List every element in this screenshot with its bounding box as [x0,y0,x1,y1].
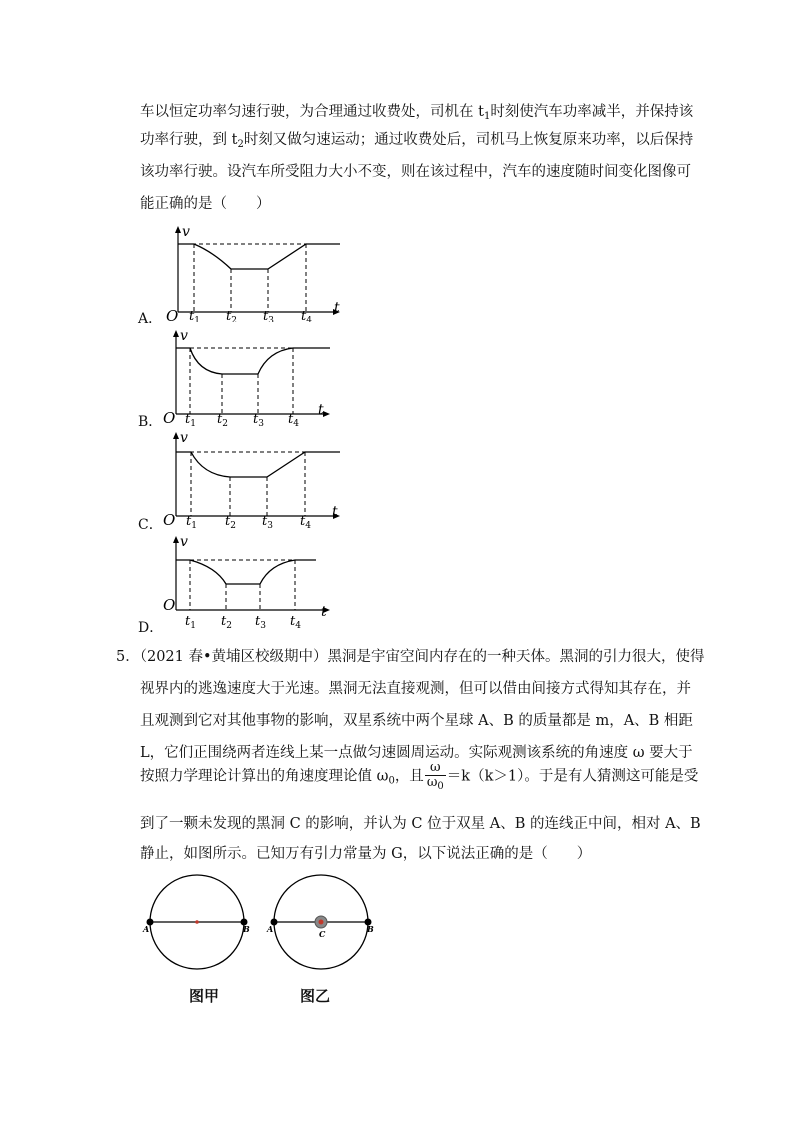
omega-ratio-fraction: $\frac{\omega}{\omega_0}$ [426,760,444,793]
tick-t1: $t_1$ [189,309,200,322]
origin-label: O [163,511,176,528]
label-c: C [319,929,326,939]
option-b-label[interactable]: B． [138,414,163,430]
q5-line-1: 5．（2021 春•黄埔区校级期中）黑洞是宇宙空间内存在的一种天体。黑洞的引力很大，使得 [116,649,705,665]
tick-t2: $t_2$ [221,614,232,631]
tick-t2: $t_2$ [217,412,228,426]
option-c-label[interactable]: C． [138,517,163,533]
label-a: A [267,924,274,934]
figure-jia-diagram [140,870,260,980]
tick-t4: $t_4$ [300,514,311,528]
tick-t1: $t_1$ [185,614,196,631]
q5-line-4: L，它们正围绕两者连线上某一点做匀速圆周运动。实际观测该系统的角速度 ω 要大于 [140,745,693,761]
option-d-graph [158,532,348,632]
question-number: 5． [116,649,140,665]
q5-line-7: 静止，如图所示。已知万有引力常量为 G，以下说法正确的是（ ） [140,846,592,862]
q5-line-2: 视界内的逃逸速度大于光速。黑洞无法直接观测，但可以借由间接方式得知其存在，并 [140,681,691,697]
q4-line-4: 能正确的是（ ） [140,196,271,212]
option-c-graph [158,428,348,528]
y-axis-label: v [180,328,188,344]
tick-t3: $t_3$ [255,614,266,631]
x-axis-label: t [332,504,338,520]
black-hole-core [319,920,324,925]
label-b: B [367,924,374,934]
option-b-graph [158,326,348,426]
label-a: A [143,924,150,934]
x-axis-label: t [318,402,324,418]
y-axis-label: v [182,224,190,240]
x-axis-label: t [321,604,327,620]
option-a-label[interactable]: A． [138,311,163,327]
tick-t3: $t_3$ [253,412,264,426]
q5-line-5: 按照力学理论计算出的角速度理论值 $\omega_0$，且 $\frac{\omega}{\omega_0}$ ＝k（k＞1）。于是有人猜测这可能是受 [140,760,699,793]
tick-t4: $t_4$ [290,614,301,631]
figure-jia-caption: 图甲 [189,987,220,1005]
y-axis-label: v [180,534,188,550]
tick-t2: $t_2$ [225,514,236,528]
tick-t1: $t_1$ [185,412,196,426]
q5-line-3: 且观测到它对其他事物的影响，双星系统中两个星球 A、B 的质量都是 m，A、B 相距 [140,713,693,729]
x-axis-label: t [334,300,340,316]
q4-line-3: 该功率行驶。设汽车所受阻力大小不变，则在该过程中，汽车的速度随时间变化图像可 [140,164,691,180]
figure-yi-caption: 图乙 [300,987,331,1005]
tick-t2: $t_2$ [226,309,237,322]
tick-t4: $t_4$ [301,309,312,322]
q4-line-1: 车以恒定功率匀速行驶，为合理通过收费处，司机在 $t_1$时刻使汽车功率减半，并保持该 [140,104,694,122]
option-a-graph [158,222,348,322]
origin-label: O [163,596,176,614]
q4-line-2: 功率行驶，到 $t_2$时刻又做匀速运动；通过收费处后，司机马上恢复原来功率，以后保持 [140,132,694,150]
center-point [195,920,199,924]
option-d-label[interactable]: D． [138,620,164,636]
origin-label: O [166,307,179,322]
tick-t1: $t_1$ [186,514,197,528]
origin-label: O [163,409,176,426]
q5-line-6: 到了一颗未发现的黑洞 C 的影响，并认为 C 位于双星 A、B 的连线正中间，相对 A、B [140,816,701,832]
tick-t4: $t_4$ [288,412,299,426]
tick-t3: $t_3$ [263,309,274,322]
label-b: B [243,924,250,934]
figure-yi-diagram [263,870,383,980]
tick-t3: $t_3$ [262,514,273,528]
y-axis-label: v [180,430,188,446]
